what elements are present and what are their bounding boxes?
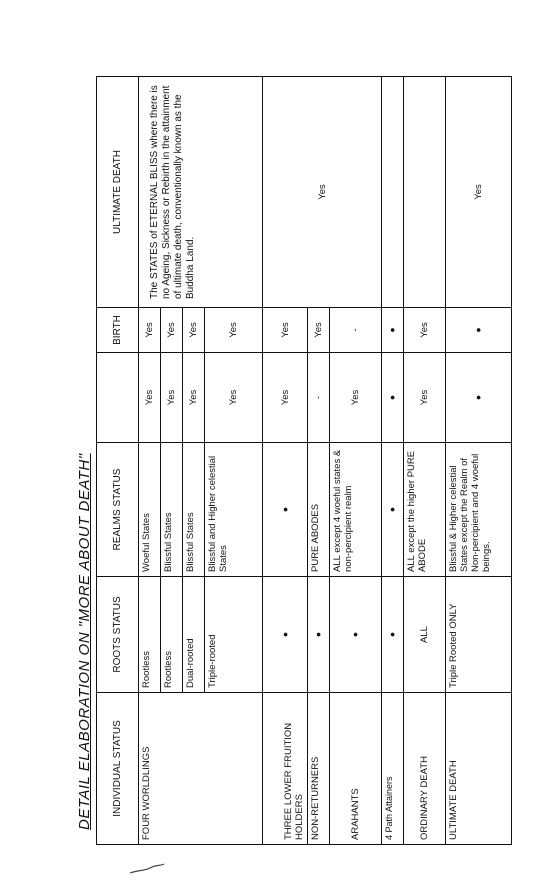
bullet-mark: • <box>263 577 308 693</box>
birth-cell: Yes <box>183 308 205 353</box>
status-table-container <box>96 77 509 845</box>
roots-triple-rooted: Triple-rooted <box>205 577 263 693</box>
birth-cell: Yes <box>161 308 183 353</box>
birth-cell: Yes <box>139 308 161 353</box>
mark-cell: - <box>308 353 330 443</box>
birth-cell: Yes <box>308 308 330 353</box>
death-status-table <box>96 76 512 845</box>
page-title: DETAIL ELABORATION ON "MORE ABOUT DEATH" <box>76 453 93 830</box>
header-roots-status: ROOTS STATUS <box>97 577 139 693</box>
ultimate-death-empty <box>404 77 446 308</box>
scan-smudge-mark <box>128 862 166 876</box>
realm-blissful-2: Blissful States <box>183 443 205 577</box>
realm-blissful-1: Blissful States <box>161 443 183 577</box>
birth-cell: • <box>382 308 404 353</box>
birth-cell: Yes <box>263 308 308 353</box>
mark-cell: • <box>382 353 404 443</box>
header-individual-status: INDIVIDUAL STATUS <box>97 693 139 845</box>
mark-cell: Yes <box>139 353 161 443</box>
realm-blissful-higher: Blissful and Higher celestial States <box>205 443 263 577</box>
header-ultimate-death: ULTIMATE DEATH <box>97 77 139 308</box>
header-birth: BIRTH <box>97 308 139 353</box>
roots-rootless-2: Rootless <box>161 577 183 693</box>
row-ultimate-death: ULTIMATE DEATH <box>446 693 512 845</box>
header-realms-status: REALMS STATUS <box>97 443 139 577</box>
realm-woeful: Woeful States <box>139 443 161 577</box>
ultimate-death-empty <box>382 77 404 308</box>
bullet-mark: • <box>382 577 404 693</box>
row-arahants: ARAHANTS <box>330 693 382 845</box>
mark-cell: Yes <box>263 353 308 443</box>
roots-dual-rooted: Dual-rooted <box>183 577 205 693</box>
row-ordinary-death: ORDINARY DEATH <box>404 693 446 845</box>
mark-cell: Yes <box>205 353 263 443</box>
birth-cell: Yes <box>404 308 446 353</box>
bullet-mark: • <box>382 443 404 577</box>
row-non-returners: NON-RETURNERS <box>308 693 330 845</box>
mark-cell: • <box>446 353 512 443</box>
mark-cell: Yes <box>183 353 205 443</box>
ultimate-death-yes: Yes <box>446 77 512 308</box>
birth-cell: Yes <box>205 308 263 353</box>
mark-cell: Yes <box>161 353 183 443</box>
row-four-worldlings: FOUR WORLDLINGS <box>139 693 263 845</box>
birth-cell: • <box>446 308 512 353</box>
realm-pure-abodes: PURE ABODES <box>308 443 330 577</box>
bullet-mark: • <box>330 577 382 693</box>
roots-triple-only: Triple Rooted ONLY <box>446 577 512 693</box>
ultimate-death-description: The STATES of ETERNAL BLISS where there is no Ageing, Sickness or Rebirth in the attainment of ultimate death, conventionally known as the Buddha Land. <box>139 77 263 308</box>
roots-all: ALL <box>404 577 446 693</box>
ultimate-death-yes-arahants: Yes <box>263 77 382 308</box>
birth-cell: - <box>330 308 382 353</box>
mark-cell: Yes <box>330 353 382 443</box>
realm-ordinary: ALL except the higher PURE ABODE <box>404 443 446 577</box>
bullet-mark: • <box>308 577 330 693</box>
header-empty <box>97 353 139 443</box>
bullet-mark: • <box>263 443 308 577</box>
realm-ultimate: Blissful & Higher celestial States except the Realm of Non-percipient and 4 woeful beings. <box>446 443 512 577</box>
mark-cell: Yes <box>404 353 446 443</box>
roots-rootless-1: Rootless <box>139 577 161 693</box>
row-three-lower-fruition-holders: THREE LOWER FRUITION HOLDERS <box>263 693 308 845</box>
realm-arahants: ALL except 4 woeful states & non-percipient realm <box>330 443 382 577</box>
row-4-path-attainers: 4 Path Attainers <box>382 693 404 845</box>
